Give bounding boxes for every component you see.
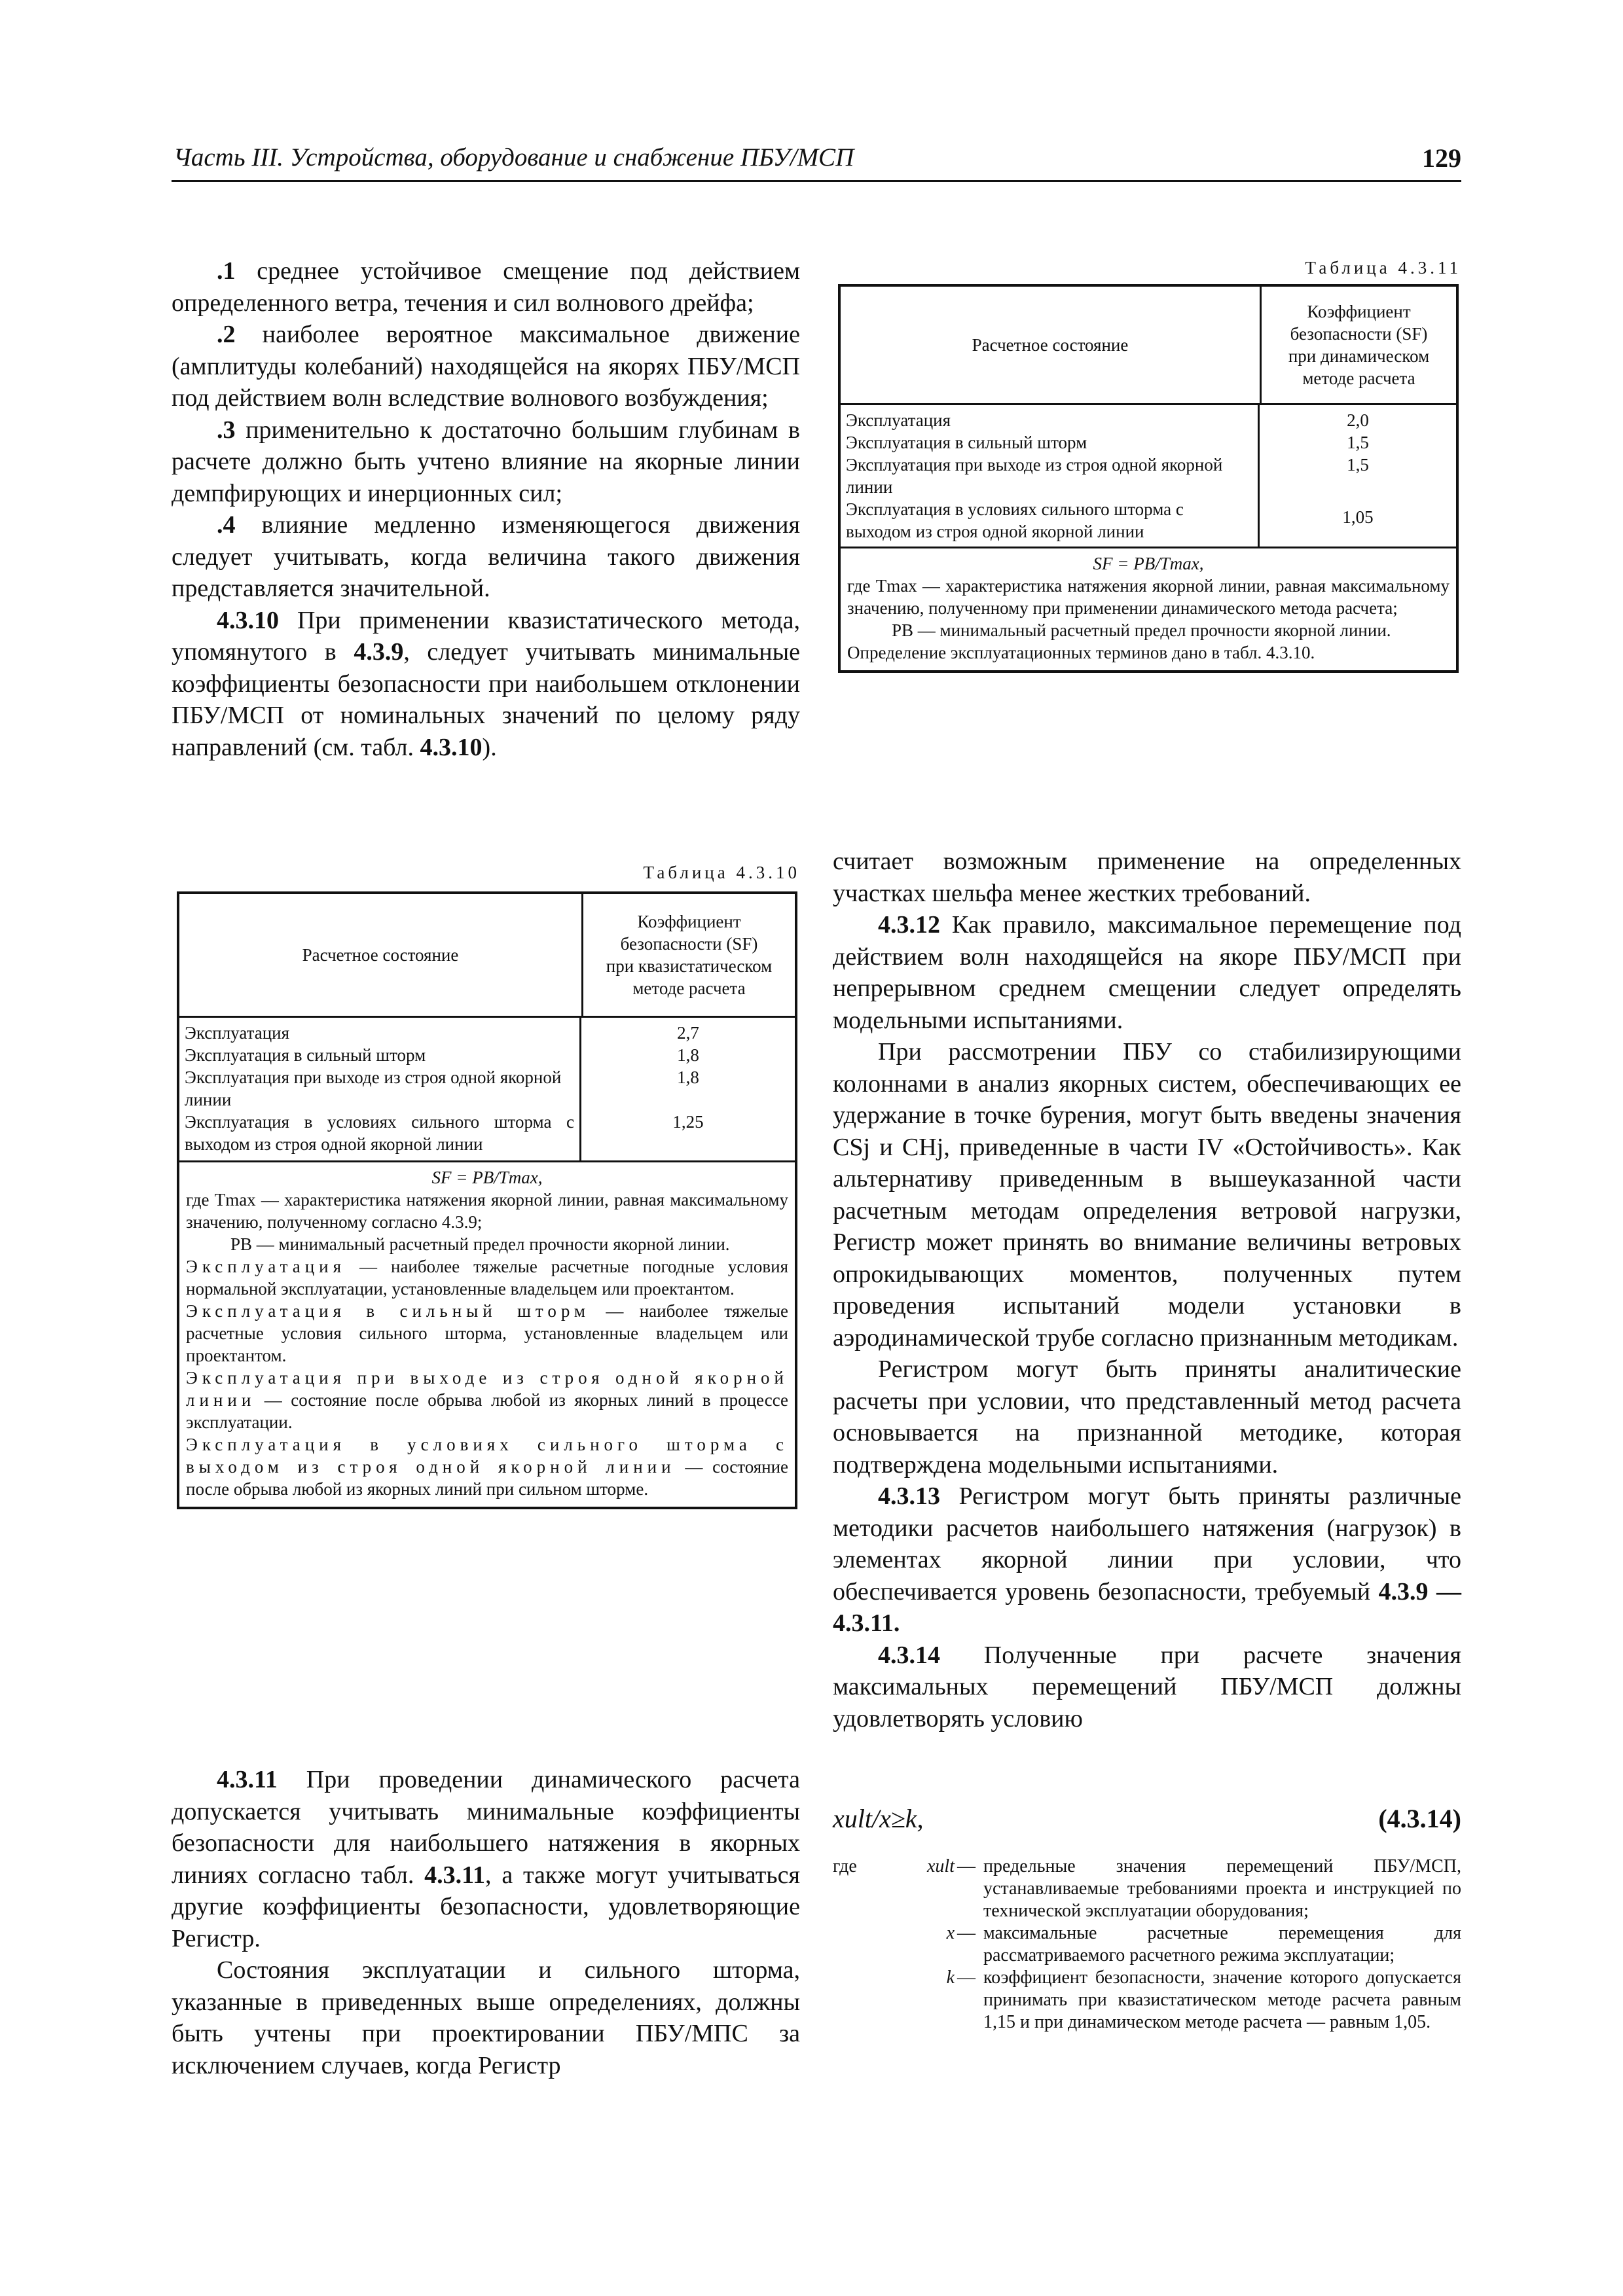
note-definitions: Определение эксплуатационных терминов дано в табл. 4.3.10. (847, 643, 1315, 662)
paragraph-stabilizing-columns: При рассмотрении ПБУ со стабилизирующими колоннами в анализ якорных систем, обеспечивающих ее удержание в точке бурения, могут быть введены значения CSj и CHj, приведенные в части IV «Остойчивость». Как альтернативу приведенным в вышеуказанной части расчетным методам определения ветровой нагрузки, Регистр может принять во внимание величины ветровых опрокидывающих моментов, полученных путем проведения испытаний модели установки в аэродинамической трубе согласно признанным методикам. (833, 1038, 1461, 1352)
definition-storm-line-failure: Эксплуатация в условиях сильного шторма с выходом из строя одной якорной линии — состояние после обрыва любой из якорных линий при сильном шторме. (186, 1435, 789, 1499)
list-item-4: .4 влияние медленно изменяющегося движения следует учитывать, когда величина такого движения представляется значительной. (172, 511, 800, 602)
formula-number: (4.3.14) (1378, 1804, 1461, 1833)
table-body (179, 1018, 795, 1160)
table-row-state: Эксплуатация (846, 410, 951, 430)
header-rule (172, 180, 1461, 182)
definition-row: k — коэффициент безопасности, значение которого допускается принимать при квазистатическом методе расчета равным 1,15 и при динамическом методе расчета — равным 1,05. (946, 1967, 1461, 2032)
page-number: 129 (1422, 143, 1461, 173)
note-pb: PB — минимальный расчетный предел прочности якорной линии. (892, 620, 1391, 640)
definition-storm: Эксплуатация в сильный шторм — наиболее тяжелые расчетные условия сильного шторма, установленные владельцем или проектантом. (186, 1301, 788, 1365)
right-column (833, 846, 1461, 1734)
table-row-state: Эксплуатация в условиях сильного шторма с выходом из строя одной якорной линии (185, 1112, 574, 1154)
left-column-top (172, 255, 800, 763)
paragraph-states: Состояния эксплуатации и сильного шторма, указанные в приведенных выше определениях, должны быть учтены при проектировании ПБУ/МПС за исключением случаев, когда Регистр (172, 1956, 800, 2079)
table-header-state: Расчетное состояние (179, 894, 583, 1016)
table-row-value: 1,25 (672, 1112, 704, 1132)
table-body (841, 405, 1456, 547)
list-item-1: .1 среднее устойчивое смещение под действием определенного ветра, течения и сил волнового дрейфа; (172, 257, 800, 317)
formula-expression: xult/x≥k, (833, 1804, 924, 1833)
table-row-value: 2,0 (1347, 410, 1369, 430)
running-header: Часть III. Устройства, оборудование и снабжение ПБУ/МСП (173, 143, 854, 171)
table-formula: SF = PB/Tmax, (431, 1168, 543, 1187)
list-item-2: .2 наиболее вероятное максимальное движение (амплитуды колебаний) находящейся на якорях ПБУ/МСП под действием волн вследствие волнового возбуждения; (172, 321, 800, 412)
definition-row: x — максимальные расчетные перемещения для рассматриваемого расчетного режима эксплуатации; (946, 1923, 1461, 1965)
table-row-value: 1,8 (677, 1045, 699, 1065)
table-4-3-11 (838, 284, 1459, 673)
table-notes (841, 547, 1456, 670)
table-formula: SF = PB/Tmax, (1093, 554, 1204, 573)
paragraph-4-3-12: 4.3.12 Как правило, максимальное перемещение под действием волн находящейся на якоре ПБУ/МСП при непрерывном среднем смещении следует определять модельными испытаниями. (833, 911, 1461, 1034)
paragraph-continuation: считает возможным применение на определенных участках шельфа менее жестких требований. (833, 848, 1461, 907)
definition-operation: Эксплуатация — наиболее тяжелые расчетные погодные условия нормальной эксплуатации, установленные владельцем или проектантом. (186, 1257, 788, 1299)
table-row-value: 1,5 (1347, 433, 1369, 452)
paragraph-analytical: Регистром могут быть приняты аналитические расчеты при условии, что представленный метод расчета основывается на признанной методике, которая подтверждена модельными испытаниями. (833, 1355, 1461, 1479)
table-4-3-10-caption: Таблица 4.3.10 (643, 863, 800, 882)
paragraph-4-3-13: 4.3.13 Регистром могут быть приняты различные методики расчетов наибольшего натяжения (нагрузок) в элементах якорной линии при условии, что обеспечивается уровень безопасности, требуемый 4.3.9 — 4.3.11. (833, 1482, 1461, 1637)
table-row-state: Эксплуатация при выходе из строя одной якорной линии (846, 455, 1223, 497)
formula-4-3-14 (833, 1803, 1461, 1834)
table-row-value: 1,05 (1342, 507, 1374, 527)
table-row-value: 1,8 (677, 1067, 699, 1087)
table-4-3-11-caption: Таблица 4.3.11 (1305, 258, 1461, 278)
table-header-coefficient: Коэффициент безопасности (SF) при квазистатическом методе расчета (606, 912, 773, 998)
table-header-coefficient: Коэффициент безопасности (SF) при динамическом методе расчета (1288, 302, 1430, 388)
definition-line-failure: Эксплуатация при выходе из строя одной якорной линии — состояние после обрыва любой из якорных линий в процессе эксплуатации. (186, 1368, 788, 1432)
note-tmax: где Tmax — характеристика натяжения якорной линии, равная максимальному значению, полученному согласно 4.3.9; (186, 1190, 788, 1232)
table-row-state: Эксплуатация (185, 1023, 290, 1043)
paragraph-4-3-10: 4.3.10 При применении квазистатического метода, упомянутого в 4.3.9, следует учитывать минимальные коэффициенты безопасности при наибольшем отклонении ПБУ/МСП от номинальных значений по целому ряду направлений (см. табл. 4.3.10). (172, 606, 800, 761)
table-header-state: Расчетное состояние (841, 287, 1262, 403)
left-column-bottom (172, 1764, 800, 2081)
note-pb: PB — минимальный расчетный предел прочности якорной линии. (230, 1234, 730, 1254)
table-4-3-10 (177, 891, 797, 1509)
table-row-state: Эксплуатация в сильный шторм (846, 433, 1087, 452)
symbol-definitions (833, 1856, 1461, 2034)
table-row-value: 1,5 (1347, 455, 1369, 475)
table-notes (179, 1160, 795, 1507)
table-row-state: Эксплуатация при выходе из строя одной якорной линии (185, 1067, 562, 1109)
note-tmax: где Tmax — характеристика натяжения якорной линии, равная максимальному значению, полученному при применении динамического метода расчета; (847, 576, 1450, 618)
list-item-3: .3 применительно к достаточно большим глубинам в расчете должно быть учтено влияние на якорные линии демпфирующих и инерционных сил; (172, 416, 800, 507)
table-row-state: Эксплуатация в сильный шторм (185, 1045, 426, 1065)
table-row-state: Эксплуатация в условиях сильного шторма с выходом из строя одной якорной линии (846, 499, 1184, 541)
paragraph-4-3-11: 4.3.11 При проведении динамического расчета допускается учитывать минимальные коэффициенты безопасности для наибольшего натяжения в якорных линиях согласно табл. 4.3.11, а также могут учитываться другие коэффициенты безопасности, удовлетворяющие Регистр. (172, 1766, 800, 1952)
table-row-value: 2,7 (677, 1023, 699, 1043)
paragraph-4-3-14: 4.3.14 Полученные при расчете значения максимальных перемещений ПБУ/МСП должны удовлетворять условию (833, 1641, 1461, 1732)
definition-row: где xult — предельные значения перемещений ПБУ/МСП, устанавливаемые требованиями проекта и инструкцией по технической эксплуатации оборудования; (833, 1856, 1461, 1921)
